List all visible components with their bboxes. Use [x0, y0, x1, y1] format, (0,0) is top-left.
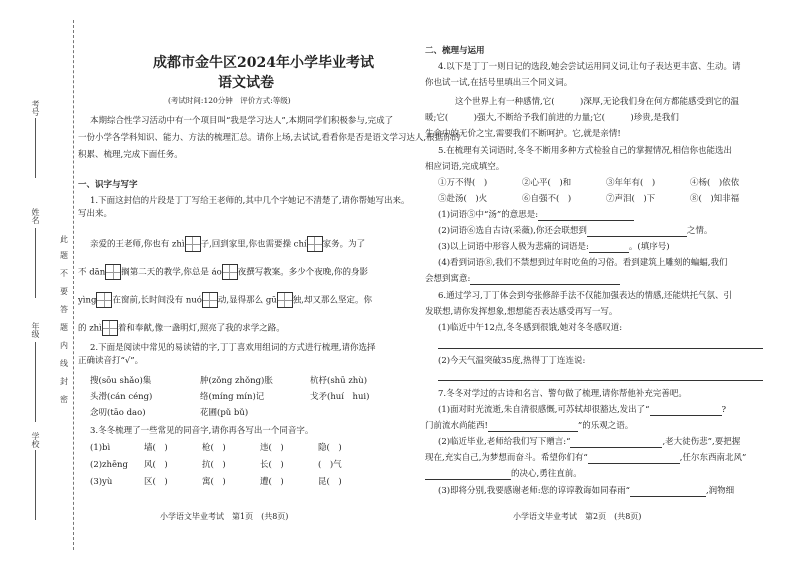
char-box[interactable] — [96, 292, 112, 308]
class-label: 年级 — [31, 322, 40, 338]
answer-blank[interactable] — [538, 211, 634, 221]
pinyin-row: 头滑(cán céng) 络(míng mín)记 戈矛(huí hui) — [90, 392, 370, 402]
question-text: 相应词语,完成填空。 — [425, 162, 505, 172]
homophone-row: (1)bì 墙( ) 枪( ) 违( ) 隐( ) — [90, 443, 342, 453]
question-text: 正确读音打“√”。 — [78, 356, 144, 366]
exam-meta: (考试时间:120分钟 评价方式:等级) — [168, 96, 291, 105]
name-field[interactable] — [35, 228, 36, 298]
question-text: 7.冬冬对学过的古诗和名言、警句做了梳理,请你帮他补充完善吧。 — [438, 389, 687, 399]
letter-line: 亲爱的王老师,你也有 zhì 子,回到家里,你也需要操 chí 家务。为了 — [90, 236, 365, 252]
homophone-row: (3)yù 区( ) 寓( ) 遭( ) 昆( ) — [90, 477, 342, 487]
school-field[interactable] — [35, 450, 36, 520]
seal-char: 线 — [60, 359, 68, 368]
binding-margin — [0, 0, 84, 561]
question-text: 会想到寓意: — [425, 274, 471, 284]
school-label: 学校 — [31, 432, 40, 448]
section-heading: 一、识字与写字 — [78, 180, 138, 190]
question-text: 5.在梳理有关词语时,冬冬不断用多种方式检验自己的掌握情况,相信你也能选出 — [438, 146, 733, 156]
answer-blank[interactable] — [570, 438, 662, 448]
answer-blank[interactable] — [589, 243, 629, 253]
class-field[interactable] — [35, 342, 36, 422]
seal-char: 题 — [60, 251, 68, 260]
exam-no-field[interactable] — [35, 118, 36, 178]
letter-line: yìng 在窗前,长时间没有 nuó 动,显得那么 gū 独,却又那么坚定。你 — [78, 292, 372, 308]
name-label: 姓名 — [31, 208, 40, 224]
seal-char: 题 — [60, 323, 68, 332]
question-text: 1.下面这封信的片段是丁丁写给王老师的,其中几个字她记不清楚了,请你帮她写出来。 — [90, 196, 410, 206]
question-text: 你也试一试,在括号里填出三个同义词。 — [425, 78, 573, 88]
seal-char: 封 — [60, 377, 68, 386]
char-box[interactable] — [102, 320, 118, 336]
question-text: (2)今天气温突破35度,热得丁丁连连说: — [438, 356, 586, 366]
idiom-row: ⑤赴汤( )火 ⑥自强不( ) ⑦声泪( )下 ⑧( )知非福 — [438, 194, 740, 204]
seal-char: 此 — [60, 235, 68, 244]
question-text: 发联想,请你发挥想象,想想能否表达感受再写一写。 — [425, 307, 618, 317]
answer-blank[interactable] — [630, 487, 706, 497]
homophone-row: (2)zhēng 风( ) 抗( ) 长( ) ( )气 — [90, 460, 342, 470]
intro-line: 积累、梳理,完成下面任务。 — [78, 150, 183, 160]
question-text: 3.冬冬梳理了一些常见的同音字,请你再各写出一个同音字。 — [90, 426, 314, 436]
question-text: (3)以上词语中形容人极为悲痛的词语是: — [438, 242, 589, 252]
question-text: (4)看到词语⑧,我们不禁想到过年时吃鱼的习俗。看到建筑上雕刻的蝙蝠,我们 — [438, 258, 728, 268]
exam-subtitle: 语文试卷 — [218, 75, 274, 91]
passage-line: 这个世界上有一种感情,它( )深厚,无论我们身在何方都能感受到它的温 — [438, 97, 740, 107]
char-box[interactable] — [202, 292, 218, 308]
question-text: (1)临近中午12点,冬冬感到很饿,她对冬冬感叹道: — [438, 323, 623, 333]
char-box[interactable] — [277, 292, 293, 308]
answer-blank[interactable] — [650, 406, 722, 416]
char-box[interactable] — [307, 236, 323, 252]
seal-char: 不 — [60, 269, 68, 278]
exam-no-label: 考号 — [31, 100, 40, 116]
passage-line: 生命中的无价之宝,需要我们不断呵护。它,就是亲情! — [425, 129, 621, 139]
intro-line: 本期综合性学习活动中有一个项目叫“我是学习达人”,本期同学们积极参与,完成了 — [90, 116, 394, 126]
seal-char: 密 — [60, 395, 68, 404]
pinyin-row: 搜(sōu shǎo)集 肿(zǒng zhǒng)胀 杭杼(shū zhù) — [90, 376, 368, 386]
answer-line[interactable] — [438, 348, 763, 349]
seal-char: 要 — [60, 287, 68, 296]
answer-blank[interactable] — [587, 227, 687, 237]
seal-char: 答 — [60, 305, 68, 314]
question-text: 2.下面是阅读中常见的易读错的字,丁丁喜欢用组词的方式进行梳理,请你选择 — [90, 343, 376, 353]
exam-title: 成都市金牛区2024年小学毕业考试 — [153, 55, 374, 71]
char-box[interactable] — [222, 264, 238, 280]
page-footer: 小学语文毕业考试 第1页 (共8页) — [160, 512, 289, 521]
letter-line: 不 dān 搁第二天的教学,你总是 áo 夜撰写教案。多少个夜晚,你的身影 — [78, 264, 368, 280]
answer-blank[interactable] — [488, 422, 578, 432]
seal-line — [73, 20, 74, 550]
intro-line: 一份小学各学科知识、能力、方法的梳理汇总。请你上场,去试试,看看你是否是语文学习达人,根据你的 — [78, 133, 461, 143]
question-text: 4.以下是丁丁一则日记的选段,她会尝试运用同义词,让句子表达更丰富、生动。请 — [438, 62, 741, 72]
answer-blank[interactable] — [470, 275, 620, 285]
char-box[interactable] — [185, 236, 201, 252]
idiom-row: ①万不得( ) ②心平( )和 ③年年有( ) ④杨( )依依 — [438, 178, 740, 188]
question-text: (2)词语⑥选自古诗(采薇),你还会联想到 — [438, 226, 587, 236]
question-text: 6.通过学习,丁丁体会到夸张修辞手法不仅能加强表达的情感,还能烘托气氛、引 — [438, 291, 733, 301]
answer-blank[interactable] — [588, 454, 680, 464]
char-box[interactable] — [105, 264, 121, 280]
pinyin-row: 念叨(tāo dao) 花圃(pǔ bǔ) — [90, 408, 249, 418]
seal-char: 内 — [60, 341, 68, 350]
letter-line: 的 zhì 着和奉献,像一盏明灯,照亮了我的求学之路。 — [78, 320, 285, 336]
page-footer: 小学语文毕业考试 第2页 (共8页) — [513, 512, 642, 521]
answer-blank[interactable] — [425, 470, 511, 480]
section-heading: 二、梳理与运用 — [425, 46, 485, 56]
answer-line[interactable] — [438, 380, 763, 381]
question-text: (1)词语⑤中“汤”的意思是: — [438, 210, 539, 220]
passage-line: 暖;它( )强大,不断给予我们前进的力量;它( )珍贵,是我们 — [425, 113, 679, 123]
